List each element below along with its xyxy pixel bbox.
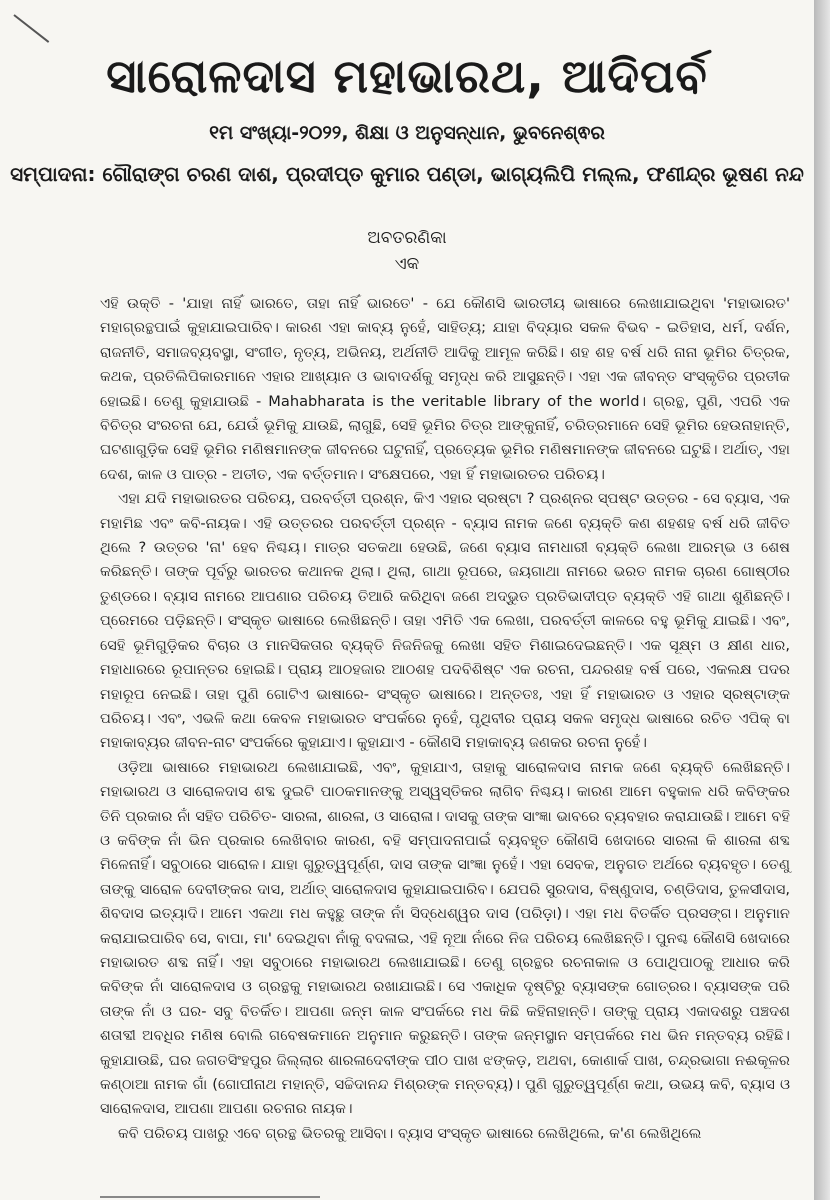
section-title: ଅବତରଣିକା (367, 228, 447, 248)
section-subtitle: ଏକ (394, 254, 420, 274)
editors-line: ସମ୍ପାଦନା: ଗୌରାଙ୍ଗ ଚରଣ ଦାଶ, ପ୍ରଦୀପ୍ତ କୁମାର ପଣ୍ଡା, ଭାଗ୍ୟଲିପି ମଲ୍ଲ, ଫଣୀନ୍ଦ୍ର ଭୂଷଣ ନନ୍ଦ (10, 162, 804, 186)
paragraph: ଓଡ଼ିଆ ଭାଷାରେ ମହାଭାରଥ ଲେଖାଯାଇଛି, ଏବଂ, କୁହାଯାଏ, ତାହାକୁ ସାରୋଳଦାସ ନାମକ ଜଣେ ବ୍ୟକ୍ତି ଲେଖିଛନ୍ତି। ମହାଭାରଥ ଓ ସାରୋଳଦାସ ଶବ୍ଦ ଦୁଇଟି ପାଠକମାନଙ୍କୁ ଅସ୍ୱସ୍ତିକର ଲାଗିବ ନିଶ୍ଚୟ। କାରଣ ଆମେ ବହୁକାଳ ଧରି କବିଙ୍କର ତିନି ପ୍ରକାର ନାଁ ସହିତ ପରିଚିତ- ସାରଳା, ଶାରଳା, ଓ ସାରୋଳା। ଦାସକୁ ତାଙ୍କ ସାଂଜ୍ଞା ଭାବରେ ବ୍ୟବହାର କରାଯାଉଛି। ଆମେ ବହି ଓ କବିଙ୍କ ନାଁ ଭିନ ପ୍ରକାର ଲେଖିବାର କାରଣ, ବହି ସମ୍ପାଦନାପାଇଁ ବ୍ୟବହୃତ କୌଣସି ଖେଦାରେ ସାରଳା କି ଶାରଳା ଶବ୍ଦ ମିଳେନାହିଁ। ସବୁଠାରେ ସାରୋଳ। ଯାହା ଗୁରୁତ୍ୱପୂର୍ଣ୍ଣ, ଦାସ ତାଙ୍କ ସାଂଜ୍ଞା ନୁହେଁ। ଏହା ସେବକ, ଅନୁଗତ ଅର୍ଥରେ ବ୍ୟବହୃତ। ତେଣୁ ତାଙ୍କୁ ସାରୋଳ ଦେବୀଙ୍କର ଦାସ, ଅର୍ଥାତ୍ ସାରୋଳଦାସ କୁହାଯାଇପାରିବ। ଯେପରି ସୁରଦାସ, ବିଷ୍ଣୁଦାସ, ଚଣ୍ଡିଦାସ, ତୁଳସୀଦାସ, ଶିବଦାସ ଇତ୍ୟାଦି। ଆମେ ଏକଥା ମଧ କହୁଛୁ ତାଙ୍କ ନାଁ ସିଦ୍ଧେଶ୍ୱର ଦାସ (ପରିଡ଼ା)। ଏହା ମଧ ବିତର୍କିତ ପ୍ରସଙ୍ଗ। ଅନୁମାନ କରାଯାଇପାରିବ ସେ, ବାପା, ମା' ଦେଇଥିବା ନାଁକୁ ବଦଳାଇ, ଏହି ନୂଆ ନାଁରେ ନିଜ ପରିଚୟ ଲେଖିଛନ୍ତି। ପୁନଶ୍ଚ କୌଣସି ଖେଦାରେ ମହାଭାରତ ଶବ୍ଦ ନାହିଁ। ଏହା ସବୁଠାରେ ମହାଭାରଥ ଲେଖାଯାଇଛି। ତେଣୁ ଗ୍ରନ୍ଥର ରଚନାକାଳ ଓ ପୋଥିପାଠକୁ ଆଧାର କରି କବିଙ୍କ ନାଁ ସାରୋଳଦାସ ଓ ଗ୍ରନ୍ଥକୁ ମହାଭାରଥ ରଖାଯାଇଛି। ସେ ଏକାଧିକ ଦୃଷ୍ଟିରୁ ବ୍ୟାସଙ୍କ ଗୋତ୍ରର। ବ୍ୟାସଙ୍କ ପରି ତାଙ୍କ ନାଁ ଓ ଘର- ସବୁ ବିତର୍କିତ। ଆପଣା ଜନ୍ମ କାଳ ସଂପର୍କରେ ମଧ କିଛି କହିନାହାନ୍ତି। ତାଙ୍କୁ ପ୍ରାୟ ଏକାଦଶରୁ ପଞ୍ଚଦଶ ଶତାବ୍ଦୀ ଅବଧିର ମଣିଷ ବୋଲି ଗବେଷକମାନେ ଅନୁମାନ କରୁଛନ୍ତି। ତାଙ୍କ ଜନ୍ମସ୍ଥାନ ସମ୍ପର୍କରେ ମଧ ଭିନ ମନ୍ତବ୍ୟ ରହିଛି। କୁହାଯାଉଛି, ଘର ଜଗତସିଂହପୁର ଜିଲ୍ଲାର ଶାରଳାଦେବୀଙ୍କ ପୀଠ ପାଖ ଝଙ୍କଡ଼, ଅଥବା, କୋଣାର୍କ ପାଖ, ଚନ୍ଦ୍ରଭାଗା ନଈକୂଳର କଣ୍ଠାଆ ନାମକ ଗାଁ (ଗୋପୀନାଥ ମହାନ୍ତି, ସଚ୍ଚିଦାନନ୍ଦ ମିଶ୍ରଙ୍କ ମନ୍ତବ୍ୟ)। ପୁଣି ଗୁରୁତ୍ୱପୂର୍ଣ୍ଣ କଥା, ଉଭୟ କବି, ବ୍ୟାସ ଓ ସାରୋଳଦାସ, ଆପଣା ଆପଣା ରଚନାର ନାୟକ। (100, 758, 790, 1118)
paragraph: ଏହି ଉକ୍ତି - 'ଯାହା ନାହିଁ ଭାରତେ, ତାହା ନାହିଁ ଭାରତେ' - ଯେ କୌଣସି ଭାରତୀୟ ଭାଷାରେ ଲେଖାଯାଇଥିବା 'ମହାଭାରତ' ମହାଗ୍ରନ୍ଥପାଇଁ କୁହାଯାଇପାରିବ। କାରଣ ଏହା କାବ୍ୟ ନୁହେଁ, ସାହିତ୍ୟ; ଯାହା ବିଦ୍ୟାର ସକଳ ବିଭବ - ଇତିହାସ, ଧର୍ମ, ଦର୍ଶନ, ରାଜନୀତି, ସମାଜବ୍ୟବସ୍ଥା, ସଂଗୀତ, ନୃତ୍ୟ, ଅଭିନୟ, ଅର୍ଥନୀତି ଆଦିକୁ ଆମୂଳ କରିଛି। ଶହ ଶହ ବର୍ଷ ଧରି ନାନା ଭୂମିର ଚିତ୍ରକ, କଥକ, ପ୍ରତିଲିପିକାରମାନେ ଏହାର ଆଖ୍ୟାନ ଓ ଭାବାଦର୍ଶକୁ ସମୃଦ୍ଧ କରି ଆସୁଛନ୍ତି। ଏହା ଏକ ଜୀବନ୍ତ ସଂସ୍କୃତିର ପ୍ରତୀକ ହୋଇଛି। ତେଣୁ କୁହାଯାଉଛି - Mahabharata is the veritable library of the world। ଗ୍ରନ୍ଥ, ପୁଣି, ଏପରି ଏକ ବିଚିତ୍ର ସଂରଚନା ଯେ, ଯେଉଁ ଭୂମିକୁ ଯାଉଛି, ଲାଗୁଛି, ସେହି ଭୂମିର ଚିତ୍ର ଆଙ୍କୁନାହିଁ, ଚରିତ୍ରମାନେ ସେହି ଭୂମିର ହେଉନାହାନ୍ତି, ଘଟଣାଗୁଡ଼ିକ ସେହି ଭୂମିର ମଣିଷମାନଙ୍କ ଜୀବନରେ ଘଟୁନାହିଁ, ପ୍ରତ୍ୟେକ ଭୂମିର ମଣିଷମାନଙ୍କ ଜୀବନରେ ଘଟୁଛି। ଅର୍ଥାତ୍, ଏହା ଦେଶ, କାଳ ଓ ପାତ୍ର - ଅତୀତ, ଏକ ବର୍ତ୍ତମାନ। ସଂକ୍ଷେପରେ, ଏହା ହିଁ ମହାଭାରତର ପରିଚୟ। (100, 295, 790, 483)
paragraph: କବି ପରିଚୟ ପାଖରୁ ଏବେ ଗ୍ରନ୍ଥ ଭିତରକୁ ଆସିବା। ବ୍ୟାସ ସଂସ୍କୃତ ଭାଷାରେ ଲେଖିଥିଲେ, କ'ଣ ଲେଖିଥିଲେ (118, 1124, 702, 1142)
pencil-mark (13, 14, 49, 43)
cut-off-next-line (100, 1190, 790, 1200)
page-edge-shadow (814, 0, 830, 1200)
body-text (100, 292, 790, 1146)
document-title: ସାରୋଳଦାସ ମହାଭାରଥ, ଆଦିପର୍ବ (106, 49, 708, 103)
paragraph: ଏହା ଯଦି ମହାଭାରତର ପରିଚୟ, ପରବର୍ତ୍ତୀ ପ୍ରଶ୍ନ, କିଏ ଏହାର ସ୍ରଷ୍ଟା ? ପ୍ରଶ୍ନର ସ୍ପଷ୍ଟ ଉତ୍ତର - ସେ ବ୍ୟାସ, ଏକ ମହାମିଛ ଏବଂ କବି-ନାୟକ। ଏହି ଉତ୍ତରର ପରବର୍ତ୍ତୀ ପ୍ରଶ୍ନ - ବ୍ୟାସ ନାମକ ଜଣେ ବ୍ୟକ୍ତି କଣ ଶହଶହ ବର୍ଷ ଧରି ଜୀବିତ ଥିଲେ ? ଉତ୍ତର 'ନା' ହେବ ନିଶ୍ଚୟ। ମାତ୍ର ସତକଥା ହେଉଛି, ଜଣେ ବ୍ୟାସ ନାମଧାରୀ ବ୍ୟକ୍ତି ଲେଖା ଆରମ୍ଭ ଓ ଶେଷ କରିଛନ୍ତି। ତାଙ୍କ ପୂର୍ବରୁ ଭାରତର କଥାନକ ଥିଲା। ଥିଲା, ଗାଥା ରୂପରେ, ଜୟଗାଥା ନାମରେ ଭରତ ନାମକ ଚାରଣ ଗୋଷ୍ଠୀର ତୁଣ୍ଡରେ। ବ୍ୟାସ ନାମରେ ଆପଣାର ପରିଚୟ ତିଆରି କରିଥିବା ଜଣେ ଅଦ୍ଭୁତ ପ୍ରତିଭାଦୀପ୍ତ ବ୍ୟକ୍ତି ଏହି ଗାଥା ଶୁଣିଛନ୍ତି। ପ୍ରେମରେ ପଡ଼ିଛନ୍ତି। ସଂସ୍କୃତ ଭାଷାରେ ଲେଖିଛନ୍ତି। ତାହା ଏମିତି ଏକ ଲେଖା, ପରବର୍ତ୍ତୀ କାଳରେ ବହୁ ଭୂମିକୁ ଯାଇଛି। ଏବଂ, ସେହି ଭୂମିଗୁଡ଼ିକର ବିଚାର ଓ ମାନସିକତାର ବ୍ୟକ୍ତି ନିଜନିଜକୁ ଲେଖା ସହିତ ମିଶାଇଦେଇଛନ୍ତି। ଏକ ସୂକ୍ଷ୍ମ ଓ କ୍ଷୀଣ ଧାର, ମହାଧାରରେ ରୂପାନ୍ତର ହୋଇଛି। ପ୍ରାୟ ଆଠହଜାର ଆଠଶହ ପଦବିଶିଷ୍ଟ ଏକ ରଚନା, ପନ୍ଦରଶହ ବର୍ଷ ପରେ, ଏକଲକ୍ଷ ପଦର ମହାରୂପ ନେଇଛି। ତାହା ପୁଣି ଗୋଟିଏ ଭାଷାରେ- ସଂସ୍କୃତ ଭାଷାରେ। ଅନ୍ତତଃ, ଏହା ହିଁ ମହାଭାରତ ଓ ଏହାର ସ୍ରଷ୍ଟାଙ୍କ ପରିଚୟ। ଏବଂ, ଏଭଳି କଥା କେବଳ ମହାଭାରତ ସଂପର୍କରେ ନୁହେଁ, ପୃଥିବୀର ପ୍ରାୟ ସକଳ ସମୃଦ୍ଧ ଭାଷାରେ ରଚିତ ଏପିକ୍ ବା ମହାକାବ୍ୟର ଜୀବନ-ନାଟ ସଂପର୍କରେ କୁହାଯାଏ। କୁହାଯାଏ - କୌଣସି ମହାକାବ୍ୟ ଜଣକର ରଚନା ନୁହେଁ। (100, 490, 790, 752)
document-subtitle: ୧ମ ସଂଖ୍ୟା-୨୦୨୨, ଶିକ୍ଷା ଓ ଅନୁସନ୍ଧାନ, ଭୁବନେଶ୍ଵର (209, 122, 605, 144)
